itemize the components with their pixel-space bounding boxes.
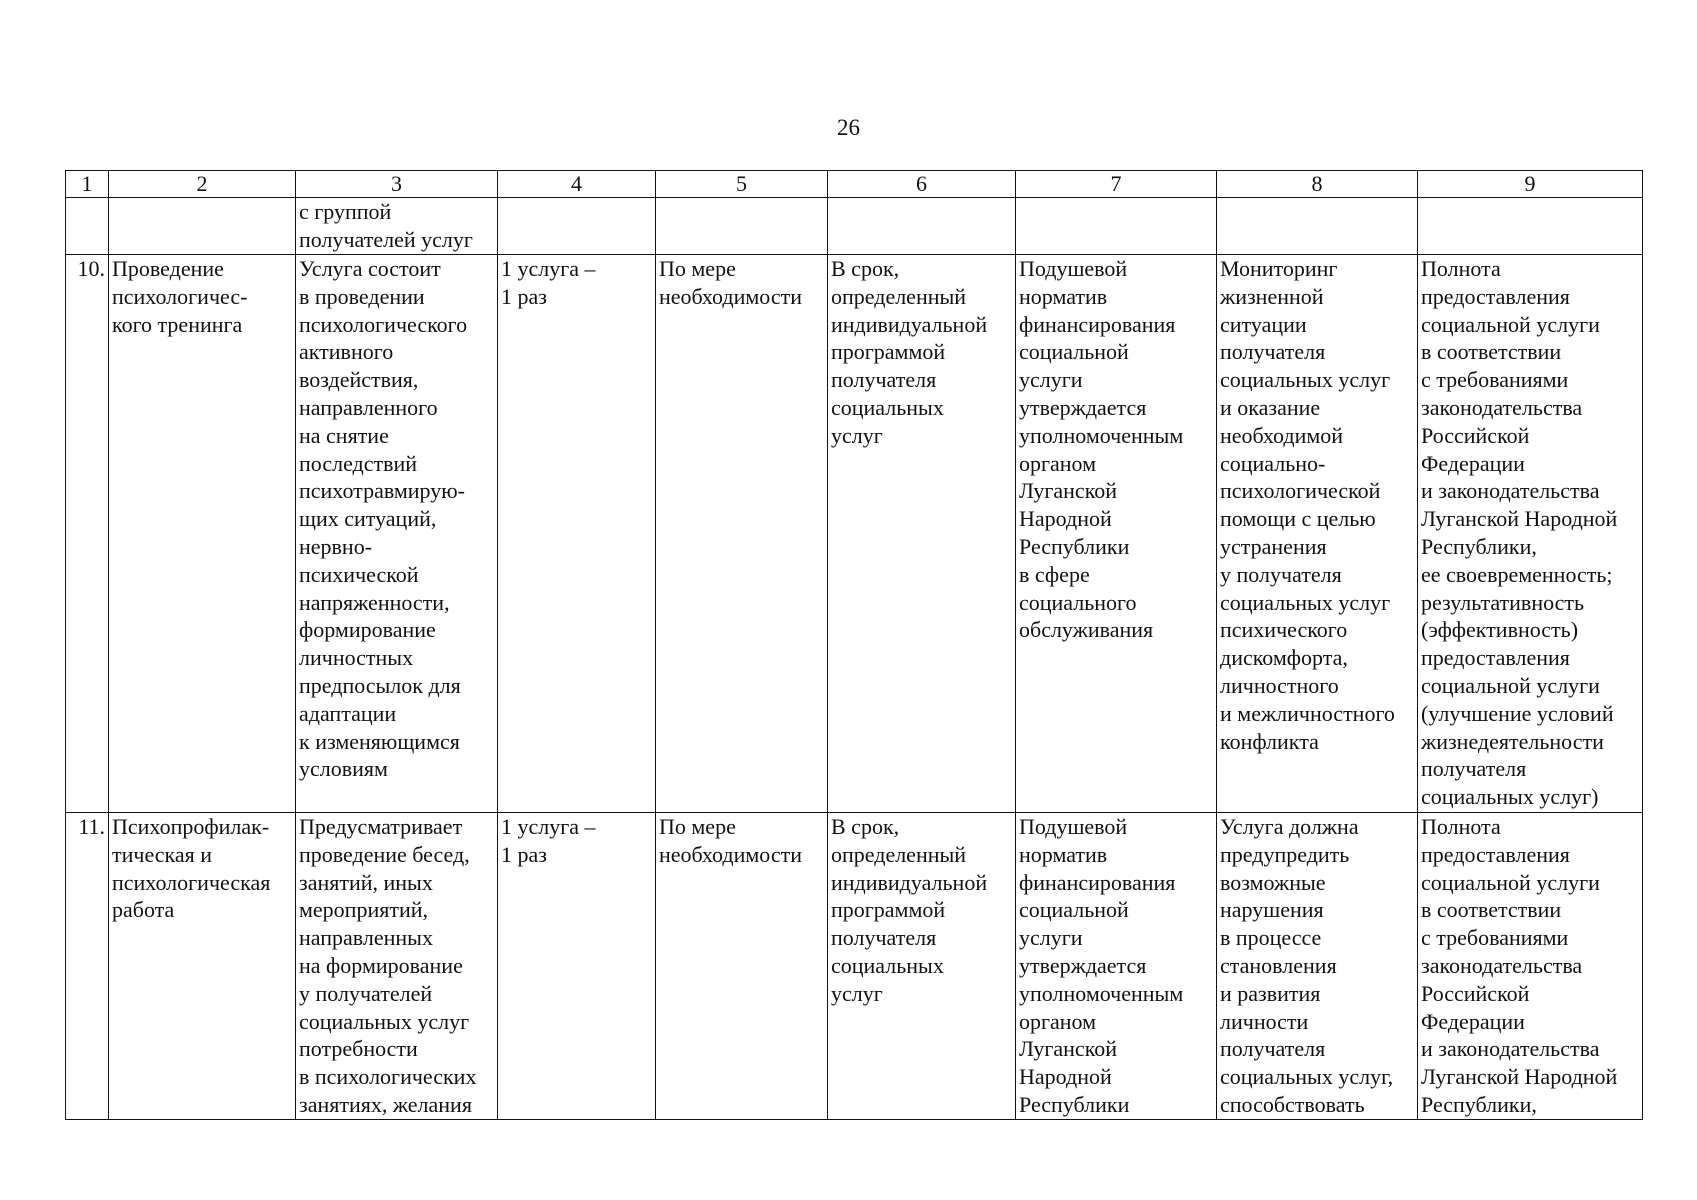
funding-norm-cell: Подушевой норматив финансирования социальной услуги утверждается уполномоченным органом Луганской Народной Республики в сфере социального обслуживания [1016,255,1217,813]
service-conditions-cell: Мониторинг жизненной ситуации получателя социальных услуг и оказание необходимой социально- психологической помощи с целью устранения у получателя социальных услуг психического дискомфорта, личностного и межличностного конфликта [1217,255,1418,813]
service-volume-cell [498,198,656,255]
service-conditions-cell [1217,198,1418,255]
service-description-cell: Услуга состоит в проведении психологического активного воздействия, направленного на снятие последствий психотравмирую- щих ситуаций, нервно- психической напряженности, формирование личностных предпосылок для адаптации к изменяющимся условиям [296,255,498,813]
column-number-8: 8 [1217,171,1418,198]
table-row [66,255,1643,813]
column-number-1: 1 [66,171,109,198]
column-number-6: 6 [828,171,1016,198]
service-name-cell [109,198,296,255]
service-term-cell [828,198,1016,255]
column-number-5: 5 [656,171,828,198]
table-header-row [66,171,1643,198]
column-number-3: 3 [296,171,498,198]
row-number [66,198,109,255]
page-number: 26 [837,115,860,140]
service-frequency-cell: По мере необходимости [656,813,828,1120]
quality-indicators-cell: Полнота предоставления социальной услуги в соответствии с требованиями законодательства Российской Федерации и законодательства Луганской Народной Республики, [1418,813,1643,1120]
service-term-cell: В срок, определенный индивидуальной программой получателя социальных услуг [828,255,1016,813]
funding-norm-cell: Подушевой норматив финансирования социальной услуги утверждается уполномоченным органом Луганской Народной Республики [1016,813,1217,1120]
table-row-continuation [66,198,1643,255]
service-description-cell: Предусматривает проведение бесед, занятий, иных мероприятий, направленных на формирование у получателей социальных услуг потребности в психологических занятиях, желания [296,813,498,1120]
service-name-cell: Проведение психологичес- кого тренинга [109,255,296,813]
funding-norm-cell [1016,198,1217,255]
service-description-cell: с группой получателей услуг [296,198,498,255]
services-table [65,170,1643,1120]
service-term-cell: В срок, определенный индивидуальной программой получателя социальных услуг [828,813,1016,1120]
service-volume-cell: 1 услуга – 1 раз [498,813,656,1120]
service-conditions-cell: Услуга должна предупредить возможные нарушения в процессе становления и развития личности получателя социальных услуг, способствовать [1217,813,1418,1120]
column-number-2: 2 [109,171,296,198]
service-name-cell: Психопрофилак- тическая и психологическая работа [109,813,296,1120]
column-number-9: 9 [1418,171,1643,198]
column-number-4: 4 [498,171,656,198]
quality-indicators-cell: Полнота предоставления социальной услуги в соответствии с требованиями законодательства Российской Федерации и законодательства Луганской Народной Республики, ее своевременность; результативность (эффективность) предоставления социальной услуги (улучшение условий жизнедеятельности получателя социальных услуг) [1418,255,1643,813]
quality-indicators-cell [1418,198,1643,255]
row-number: 10. [66,255,109,813]
table-row [66,813,1643,1120]
service-frequency-cell: По мере необходимости [656,255,828,813]
row-number: 11. [66,813,109,1120]
service-frequency-cell [656,198,828,255]
column-number-7: 7 [1016,171,1217,198]
service-volume-cell: 1 услуга – 1 раз [498,255,656,813]
